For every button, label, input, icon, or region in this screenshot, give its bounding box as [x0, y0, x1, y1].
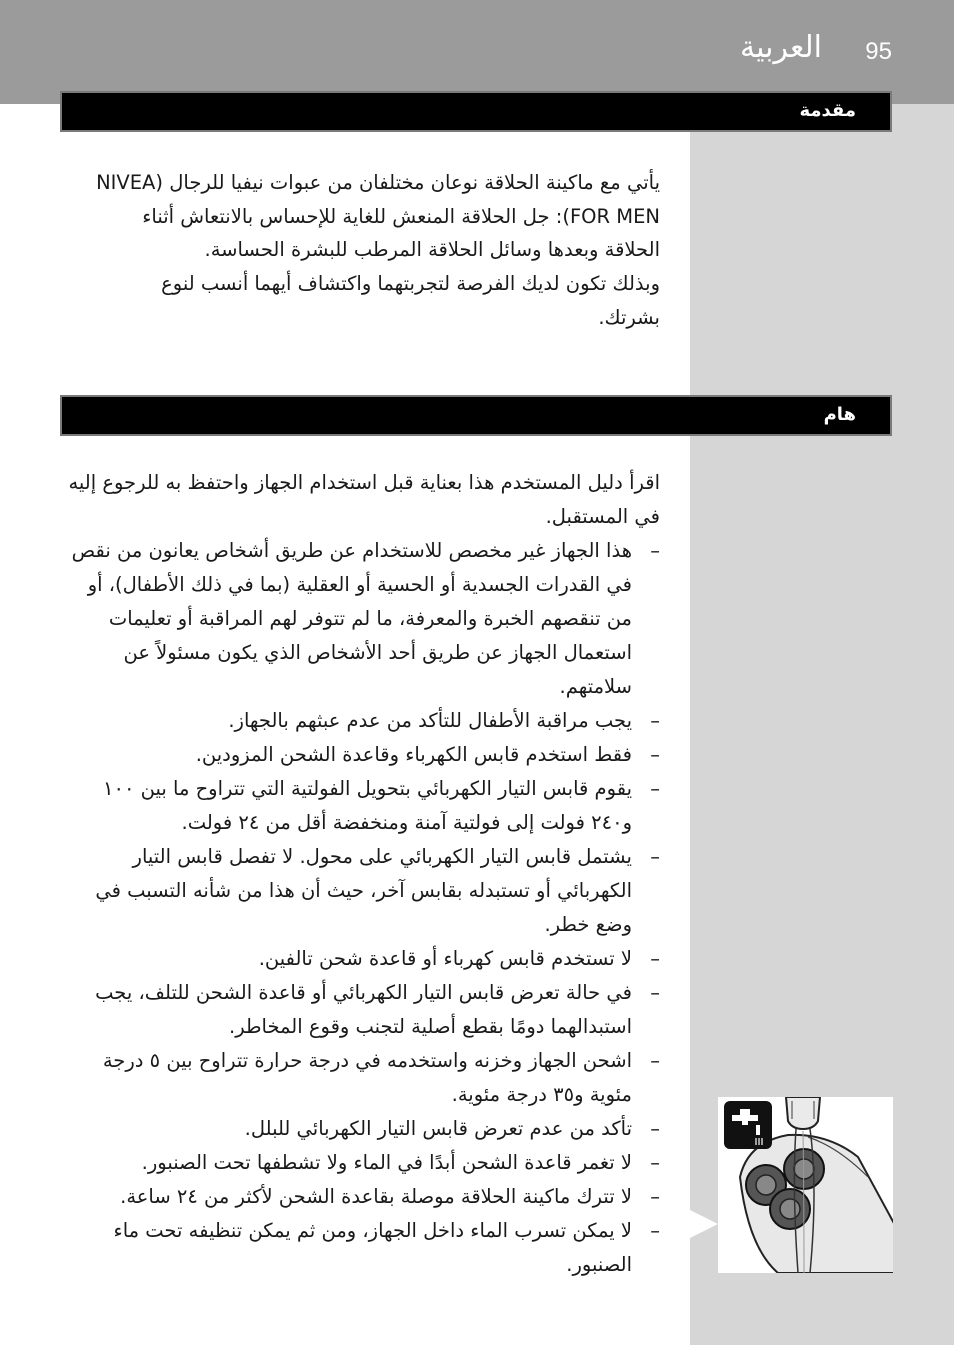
list-item-text: لا تستخدم قابس كهرباء أو قاعدة شحن تالفين.	[258, 947, 632, 970]
dash: –	[650, 709, 660, 732]
dash: –	[650, 1049, 660, 1072]
list-item-text: يقوم قابس التيار الكهربائي بتحويل الفولتية التي تتراوح ما بين ١٠٠ و٢٤٠ فولت إلى فولتية آمنة ومنخفضة أقل من ٢٤ فولت.	[103, 777, 632, 834]
list-item	[58, 738, 660, 772]
section-heading-important: هام	[823, 404, 856, 425]
dash: –	[650, 777, 660, 800]
list-item-text: اشحن الجهاز وخزنه واستخدمه في درجة حرارة تتراوح بين ٥ درجة مئوية و٣٥ درجة مئوية.	[102, 1049, 632, 1106]
section-heading-bar-important	[60, 395, 892, 436]
dash: –	[650, 845, 660, 868]
list-item	[58, 772, 660, 840]
dash: –	[650, 1219, 660, 1242]
shaver-rinse-icon	[718, 1097, 893, 1273]
intro-text	[96, 166, 660, 335]
dash: –	[650, 981, 660, 1004]
list-item	[58, 840, 660, 942]
list-item	[58, 942, 660, 976]
section-heading-intro: مقدمة	[799, 100, 856, 121]
section-heading-bar-intro	[60, 91, 892, 132]
dash: –	[650, 947, 660, 970]
list-item	[58, 976, 660, 1044]
intro-paragraph: يأتي مع ماكينة الحلاقة نوعان مختلفان من عبوات نيفيا للرجال (NIVEA FOR MEN): جل الحلاقة المنعش للغاية للإحساس بالانتعاش أثناء الحلاقة وبعدها وسائل الحلاقة المرطب للبشرة الحساسة.	[96, 171, 660, 262]
list-item	[58, 1214, 660, 1282]
important-text	[58, 466, 660, 1282]
list-item-text: يشتمل قابس التيار الكهربائي على محول. لا تفصل قابس التيار الكهربائي أو تستبدله بقابس آخر، حيث أن هذا من شأنه التسبب في وضع خطر.	[95, 845, 632, 936]
page-number: 95	[865, 38, 892, 65]
illustration-pointer	[690, 1210, 718, 1238]
dash: –	[650, 1117, 660, 1140]
list-item-text: هذا الجهاز غير مخصص للاستخدام عن طريق أشخاص يعانون من نقص في القدرات الجسدية أو الحسية أو العقلية (بما في ذلك الأطفال)، أو من تنقصهم الخبرة والمعرفة، ما لم تتوفر لهم المراقبة أو تعليمات استعمال الجهاز عن طريق أحد الأشخاص الذي يكون مسئولاً عن سلامتهم.	[71, 539, 632, 698]
dash: –	[650, 743, 660, 766]
list-item-text: تأكد من عدم تعرض قابس التيار الكهربائي للبلل.	[244, 1117, 632, 1140]
warning-list	[58, 534, 660, 1282]
dash: –	[650, 539, 660, 562]
list-item	[58, 1044, 660, 1112]
list-item	[58, 1112, 660, 1146]
important-intro: اقرأ دليل المستخدم هذا بعناية قبل استخدام الجهاز واحتفظ به للرجوع إليه في المستقبل.	[68, 471, 660, 528]
list-item	[58, 534, 660, 704]
dash: –	[650, 1185, 660, 1208]
intro-paragraph: وبذلك تكون لديك الفرصة لتجربتهما واكتشاف أيهما أنسب لنوع بشرتك.	[161, 272, 660, 329]
list-item-text: يجب مراقبة الأطفال للتأكد من عدم عبثهم بالجهاز.	[228, 709, 632, 732]
list-item-text: لا يمكن تسرب الماء داخل الجهاز، ومن ثم يمكن تنظيفه تحت ماء الصنبور.	[113, 1219, 632, 1276]
language-title: العربية	[740, 30, 822, 65]
list-item-text: لا تغمر قاعدة الشحن أبدًا في الماء ولا تشطفها تحت الصنبور.	[141, 1151, 632, 1174]
list-item	[58, 1146, 660, 1180]
list-item	[58, 1180, 660, 1214]
list-item-text: فقط استخدم قابس الكهرباء وقاعدة الشحن المزودين.	[195, 743, 632, 766]
list-item-text: في حالة تعرض قابس التيار الكهربائي أو قاعدة الشحن للتلف، يجب استبدالهما دومًا بقطع أصلية لتجنب وقوع المخاطر.	[95, 981, 632, 1038]
dash: –	[650, 1151, 660, 1174]
shaver-rinse-illustration	[718, 1097, 893, 1273]
list-item-text: لا تترك ماكينة الحلاقة موصلة بقاعدة الشحن لأكثر من ٢٤ ساعة.	[120, 1185, 632, 1208]
list-item	[58, 704, 660, 738]
